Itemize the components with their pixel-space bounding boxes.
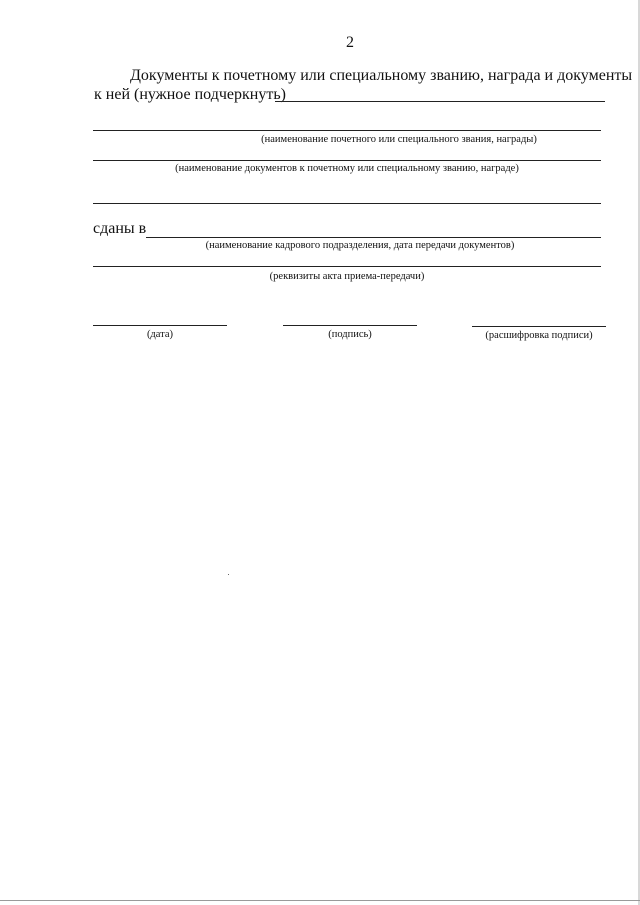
handed-over-label: сданы в <box>93 220 147 237</box>
award-name-caption: (наименование почетного или специального звания, награды) <box>261 134 537 145</box>
scan-edge-bottom <box>0 900 640 901</box>
intro-text-line2: к ней (нужное подчеркнуть) <box>94 86 286 103</box>
intro-text-line1: Документы к почетному или специальному званию, награда и документы <box>130 67 633 84</box>
transfer-act-caption: (реквизиты акта приема-передачи) <box>269 271 425 282</box>
signature-transcript-caption: (расшифровка подписи) <box>485 330 593 341</box>
award-documents-line <box>93 160 601 161</box>
date-line <box>93 325 227 326</box>
award-name-line <box>93 130 601 131</box>
intro-fill-line <box>275 101 605 102</box>
award-documents-caption: (наименование документов к почетному или специальному званию, награде) <box>175 163 519 174</box>
page-number: 2 <box>346 34 354 51</box>
scan-speck <box>228 574 229 575</box>
signature-caption: (подпись) <box>328 329 372 340</box>
award-documents-line-2 <box>93 203 601 204</box>
hr-unit-caption: (наименование кадрового подразделения, дата передачи документов) <box>205 240 515 251</box>
hr-unit-line <box>146 237 601 238</box>
date-caption: (дата) <box>146 329 174 340</box>
signature-transcript-line <box>472 326 606 327</box>
transfer-act-line <box>93 266 601 267</box>
signature-line <box>283 325 417 326</box>
